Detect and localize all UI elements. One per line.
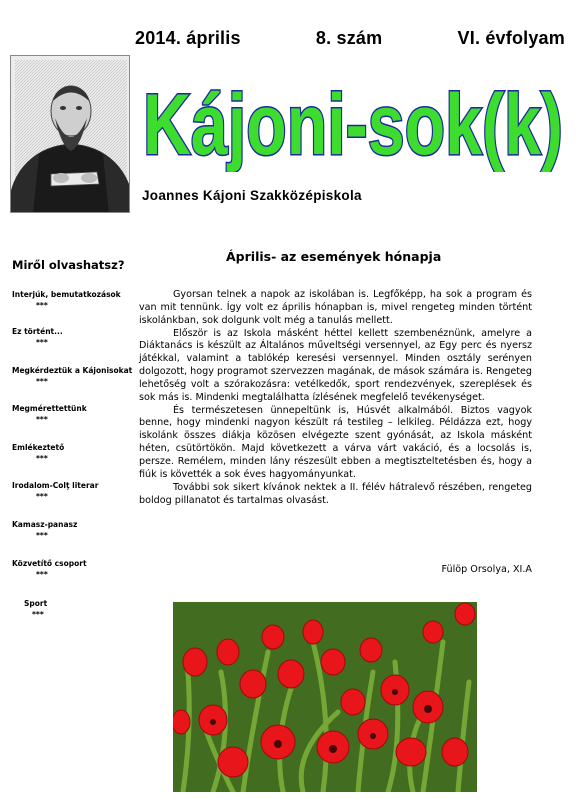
article-paragraph: És természetesen ünnepeltünk is, Húsvét alkalmából. Biztos vagyok benne, hogy mindenki nagyon készült rá testileg – lelkileg. Példázza ezt, hogy iskolánk összes diákja közösen elvégezte szent gyónását, az Iskola másként héten, csütörtökön. Majd következett a várva várt vakáció, és a locsolás is, persze. Remélem, minden lány részesült ebben a megtiszteltetésben és, hogy a fiúk is követték a sok éves hagyományunkat.: [139, 404, 532, 480]
toc-title: Miről olvashatsz?: [12, 258, 125, 272]
toc-item-stars: ***: [36, 454, 48, 463]
toc-item-stars: ***: [36, 301, 48, 310]
article-paragraph: Először is az Iskola másként héttel kellett szembenéznünk, amelyre a Diáktanács is készült az Általános műveltségi versennyel, az Egy perc és nyersz játékkal, valamint a tablókép keresési versennyel. Minden osztály serényen dolgozott, hogy programot szervezzen magának, de mások számára is. Rengeteg lehetőség volt a szórakozásra: vetélkedők, sport rendezvények, szereplések és sok más is. Mindenki megtalálhatta ízlésének megfelelő tevékenységet.: [139, 327, 532, 403]
toc-item-stars: ***: [36, 570, 48, 579]
toc-item: [12, 327, 147, 347]
article-body: [139, 289, 532, 507]
toc-item-stars: ***: [36, 531, 48, 540]
toc-item: [12, 520, 147, 540]
toc-item-label: Ez történt...: [12, 327, 63, 336]
toc-item-label: Emlékeztető: [12, 443, 65, 452]
toc-item-stars: ***: [32, 610, 44, 619]
masthead-title-art: [138, 72, 568, 172]
toc-item-stars: ***: [36, 415, 48, 424]
tulip-illustration: [173, 602, 477, 792]
issue-number: 8. szám: [315, 28, 383, 48]
toc-item: [24, 599, 159, 619]
toc-item-label: Megmérettettünk: [12, 404, 87, 413]
toc-item: [12, 404, 147, 424]
issue-header: [135, 28, 565, 49]
issue-date: 2014. április: [135, 28, 241, 48]
masthead: [138, 72, 568, 172]
article-paragraph: További sok sikert kívánok nektek a II. félév hátralevő részében, rengeteg boldog pillanatot és tartalmas olvasást.: [139, 481, 532, 506]
article-title: Április- az események hónapja: [226, 249, 442, 264]
toc-item-stars: ***: [36, 377, 48, 386]
toc-item-label: Kamasz-panasz: [12, 520, 78, 529]
masthead-title: Kájoni-sok(k): [143, 77, 563, 172]
toc-item-label: Megkérdeztük a Kájonisokat: [12, 366, 133, 375]
toc-item: [12, 443, 147, 463]
portrait-image: [10, 55, 130, 213]
toc-item: [12, 290, 147, 310]
issue-volume: VI. évfolyam: [457, 28, 565, 48]
toc-item-stars: ***: [36, 338, 48, 347]
article-paragraph: Gyorsan telnek a napok az iskolában is. Legfőképp, ha sok a program és van mit tennünk. Így volt ez április hónapban is, mivel rengeteg minden történt iskolánkban, sok dolgunk volt még a tanulás mellett.: [139, 289, 532, 326]
toc-item-label: Interjúk, bemutatkozások: [12, 290, 121, 299]
portrait-engraving: [11, 56, 130, 213]
school-name: Joannes Kájoni Szakközépiskola: [142, 188, 362, 203]
toc-item: [12, 366, 147, 386]
tulip-photo: [173, 602, 477, 792]
toc-item: [12, 481, 147, 501]
toc-item: [12, 559, 147, 579]
article-author: Fülöp Orsolya, XI.A: [441, 564, 532, 575]
toc-item-label: Irodalom-Colţ literar: [12, 481, 99, 490]
toc-item-label: Közvetítő csoport: [12, 559, 87, 568]
toc-item-label: Sport: [24, 599, 48, 608]
toc-item-stars: ***: [36, 492, 48, 501]
